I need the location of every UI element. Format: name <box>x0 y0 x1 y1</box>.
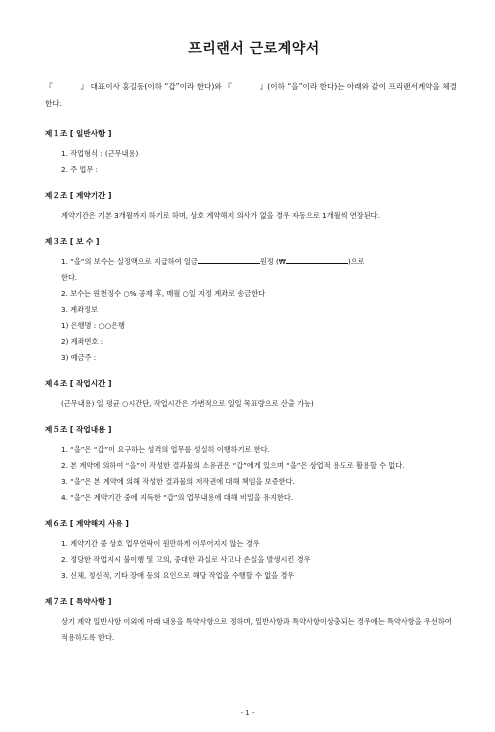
article-5-line: 4. “을”은 계약기간 중에 지득한 “갑”의 업무내용에 대해 비밀을 유지한다. <box>61 493 294 502</box>
article-7-paragraph: 상기 계약 일반사항 이외에 아래 내용을 특약사항으로 정하며, 일반사항과 특약사항이상충되는 경우에는 특약사항을 우선하여 적용하도록 한다. <box>61 617 452 642</box>
article-2-heading: 제２조 [ 계약기간 ] <box>45 191 112 200</box>
article-6-line: 3. 신체, 정신적, 기타 장애 등의 요인으로 해당 작업을 수행할 수 없을 경우 <box>61 571 295 580</box>
article-7 <box>45 596 463 646</box>
article-5-line: 2. 본 계약에 의하여 “을”이 작성한 결과물의 소유권은 “갑”에게 있으며 “을”은 상업적 용도로 활용할 수 없다. <box>61 461 405 470</box>
article-5-heading: 제５조 [ 작업내용 ] <box>45 425 112 434</box>
page-number: - 1 - <box>240 709 255 717</box>
article-5 <box>45 424 463 506</box>
article-5-line: 3. “을”은 본 계약에 의해 작성한 결과물의 저작권에 대해 책임을 보증한다. <box>61 477 295 486</box>
article-6 <box>45 518 463 584</box>
article-1 <box>45 128 463 178</box>
amount-number-blank <box>286 255 348 264</box>
article-4-line: (근무내용) 일 평균 ○시간단, 작업시간은 가변적으로 일일 목표량으로 산출 가능) <box>61 399 314 408</box>
article-2-paragraph: 계약기간은 기본 3개월까지 하기로 하며, 상호 계약해지 의사가 없을 경우 자동으로 1개월씩 연장된다. <box>61 211 380 220</box>
article-1-line: 1. 작업형식 : (근무내용) <box>61 149 139 158</box>
article-3-pay-line <box>45 254 463 270</box>
article-3-line: 1) 은행명 : ○○은행 <box>61 321 125 330</box>
document-title: 프리랜서 근로계약서 <box>188 41 320 57</box>
article-5-line: 1. “을”은 “갑”이 요구하는 성격의 업무를 성실히 이행하기로 한다. <box>61 445 270 454</box>
amount-korean-blank <box>198 255 260 264</box>
article-2 <box>45 190 463 224</box>
intro-bracket-open: 『 <box>45 82 53 91</box>
article-1-heading: 제１조 [ 일반사항 ] <box>45 129 112 138</box>
article-3-line: 3) 예금주 : <box>61 353 97 362</box>
pay-text-c: )으로 <box>347 257 365 266</box>
article-4-heading: 제４조 [ 작업시간 ] <box>45 379 112 388</box>
article-3-pay-line-cont: 한다. <box>61 273 78 282</box>
article-1-line: 2. 주 업무 : <box>61 165 98 174</box>
article-3-line: 3. 계좌정보 <box>61 305 98 314</box>
pay-text-a: 1. “을”의 보수는 실정액으로 지급하여 일금 <box>61 257 198 266</box>
article-7-heading: 제７조 [ 특약사항 ] <box>45 597 112 606</box>
intro-text-2: 』(이하 “을”이라 한다)는 아래와 같이 프리랜서계약을 체결한다. <box>45 82 457 108</box>
intro-text-1: 』 대표이사 홍길동(이하 “갑”이라 한다)와 『 <box>80 82 232 91</box>
pay-text-b: 원정 (₩ <box>259 257 286 266</box>
article-3-line: 2. 보수는 원천징수 ○% 공제 후, 매월 ○일 지정 계좌로 송금한다 <box>61 289 266 298</box>
intro-paragraph <box>45 78 463 112</box>
article-6-line: 1. 계약기간 중 상호 업무연락이 원만하게 이루어지지 않는 경우 <box>61 539 260 548</box>
article-6-line: 2. 정당한 작업지시 불이행 및 고의, 중대한 과실로 사고나 손실을 발생시킨 경우 <box>61 555 311 564</box>
article-4 <box>45 378 463 412</box>
article-3-line: 2) 계좌번호 : <box>61 337 104 346</box>
article-6-heading: 제６조 [ 계약해지 사유 ] <box>45 519 129 528</box>
article-3 <box>45 236 463 366</box>
article-3-heading: 제３조 [ 보 수 ] <box>45 237 100 246</box>
